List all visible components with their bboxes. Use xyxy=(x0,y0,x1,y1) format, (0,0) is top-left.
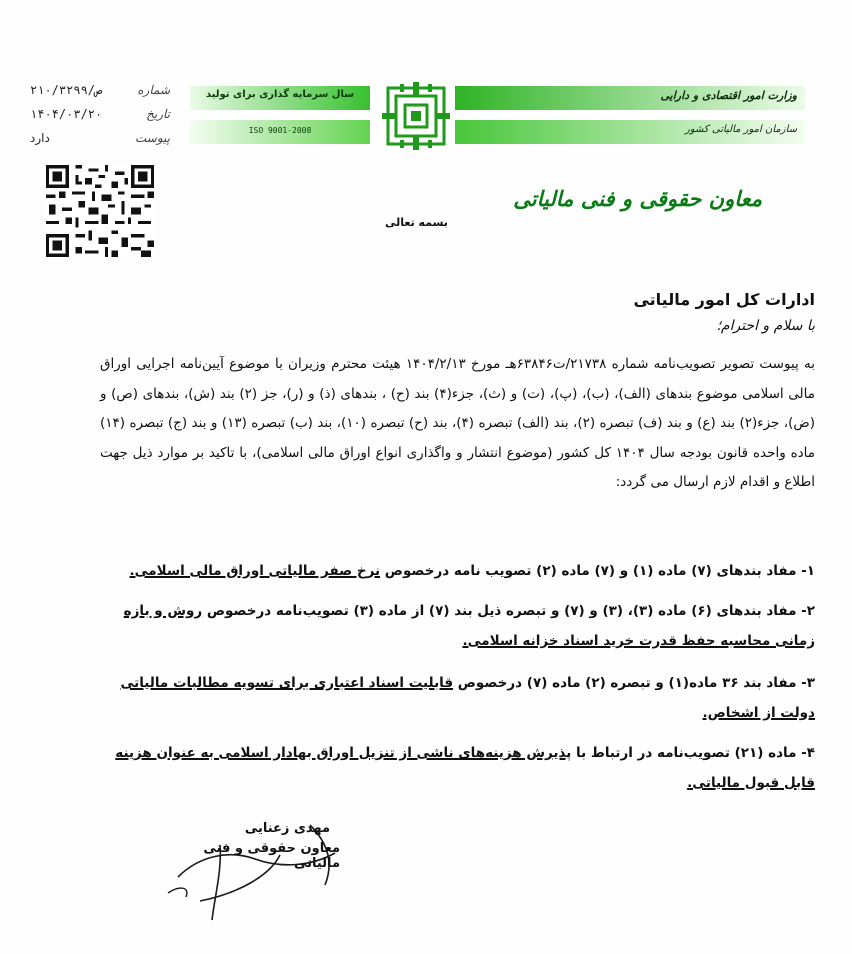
meta-number-label: شماره xyxy=(137,83,170,97)
meta-number-row xyxy=(30,78,170,102)
body-paragraph: به پیوست تصویر تصویب‌نامه شماره ۲۱۷۳۸/ت۶۳۸۴۶هـ مورخ ۱۴۰۴/۲/۱۳ هیئت محترم وزیران با موضوع آیین‌نامه اجرایی اوراق مالی اسلامی موضوع بندهای (الف)، (ب)، (پ)، (ت) و (ث)، جزء(۴) بند (ح) ، بندهای (ذ) و (ر)، جز (۲) بند (ش)، بندهای (ص) و (ض)، جزء(۲) بند (ع) و بند (ف) تبصره (۲)، بند (الف) تبصره (۴)، بند (ح) تبصره (۱۰)، بند (ب) تبصره (۱۳) و بند (ج) تبصره (۱۴) ماده واحده قانون بودجه سال ۱۴۰۴ کل کشور (موضوع انتشار و واگذاری انواع اوراق مالی اسلامی)، با تاکید بر موارد ذیل جهت اطلاع و اقدام لازم ارسال می گردد: xyxy=(100,356,816,490)
tax-organization-logo-icon xyxy=(380,80,452,152)
list-item-text: ۲- مفاد بندهای (۶) ماده (۳)، (۳) و (۷) و تبصره ذیل بند (۷) از ماده (۳) تصویب‌نامه درخصوص xyxy=(202,603,815,619)
list-item-text: ۱- مفاد بندهای (۷) ماده (۱) و (۷) ماده (۲) تصویب نامه درخصوص xyxy=(380,563,815,579)
list-item xyxy=(100,668,815,728)
meta-date-row xyxy=(30,102,170,126)
list-item-emphasis: قابلیت اسناد اعتباری برای تسویه مطالبات مالیاتی دولت از اشخاص. xyxy=(120,675,815,721)
organization-name: سازمان امور مالیاتی کشور xyxy=(685,124,797,135)
year-slogan: سال سرمایه گذاری برای تولید xyxy=(205,89,355,100)
letter-meta xyxy=(30,78,170,150)
signatory-title: معاون حقوقی و فنی مالیاتی xyxy=(203,841,340,871)
signatory-name: مهدی زعنایی xyxy=(244,821,330,836)
addressee: ادارات کل امور مالیاتی xyxy=(633,290,815,309)
ministry-name: وزارت امور اقتصادی و دارایی xyxy=(660,89,797,102)
list-item-text: ۳- مفاد بند ۳۶ ماده(۱) و تبصره (۲) ماده (۷) درخصوص xyxy=(453,675,815,691)
bismillah: بسمه تعالی xyxy=(385,216,448,229)
letterhead-banner xyxy=(190,80,805,152)
iso-certification: ISO 9001-2008 xyxy=(248,126,312,135)
signature-block xyxy=(160,815,390,925)
list-item-emphasis: روش و بازه زمانی محاسبه حفظ قدرت خرید اسناد خزانه اسلامی. xyxy=(123,603,815,649)
meta-attachment-label: پیوست xyxy=(135,131,170,145)
meta-number-value: ۲۱۰/۳۲۹۹/ص xyxy=(30,83,103,97)
office-title: معاون حقوقی و فنی مالیاتی xyxy=(513,186,762,211)
list-item-emphasis: نرخ صفر مالیاتی اوراق مالی اسلامی. xyxy=(129,563,381,579)
meta-date-label: تاریخ xyxy=(146,107,170,121)
list-item xyxy=(100,556,815,586)
list-item xyxy=(100,596,815,656)
meta-attachment-value: دارد xyxy=(30,131,50,145)
list-item xyxy=(100,738,815,798)
greeting: با سلام و احترام؛ xyxy=(716,318,815,334)
qr-code-icon xyxy=(45,165,155,257)
list-item-emphasis: پذیرش هزینه‌های ناشی از تنزیل اوراق بهادار اسلامی به عنوان هزینه قابل قبول مالیاتی. xyxy=(115,745,815,791)
meta-attachment-row xyxy=(30,126,170,150)
meta-date-value: ۱۴۰۴/۰۳/۲۰ xyxy=(30,107,103,121)
list-item-text: ۴- ماده (۲۱) تصویب‌نامه در ارتباط با xyxy=(571,745,815,761)
